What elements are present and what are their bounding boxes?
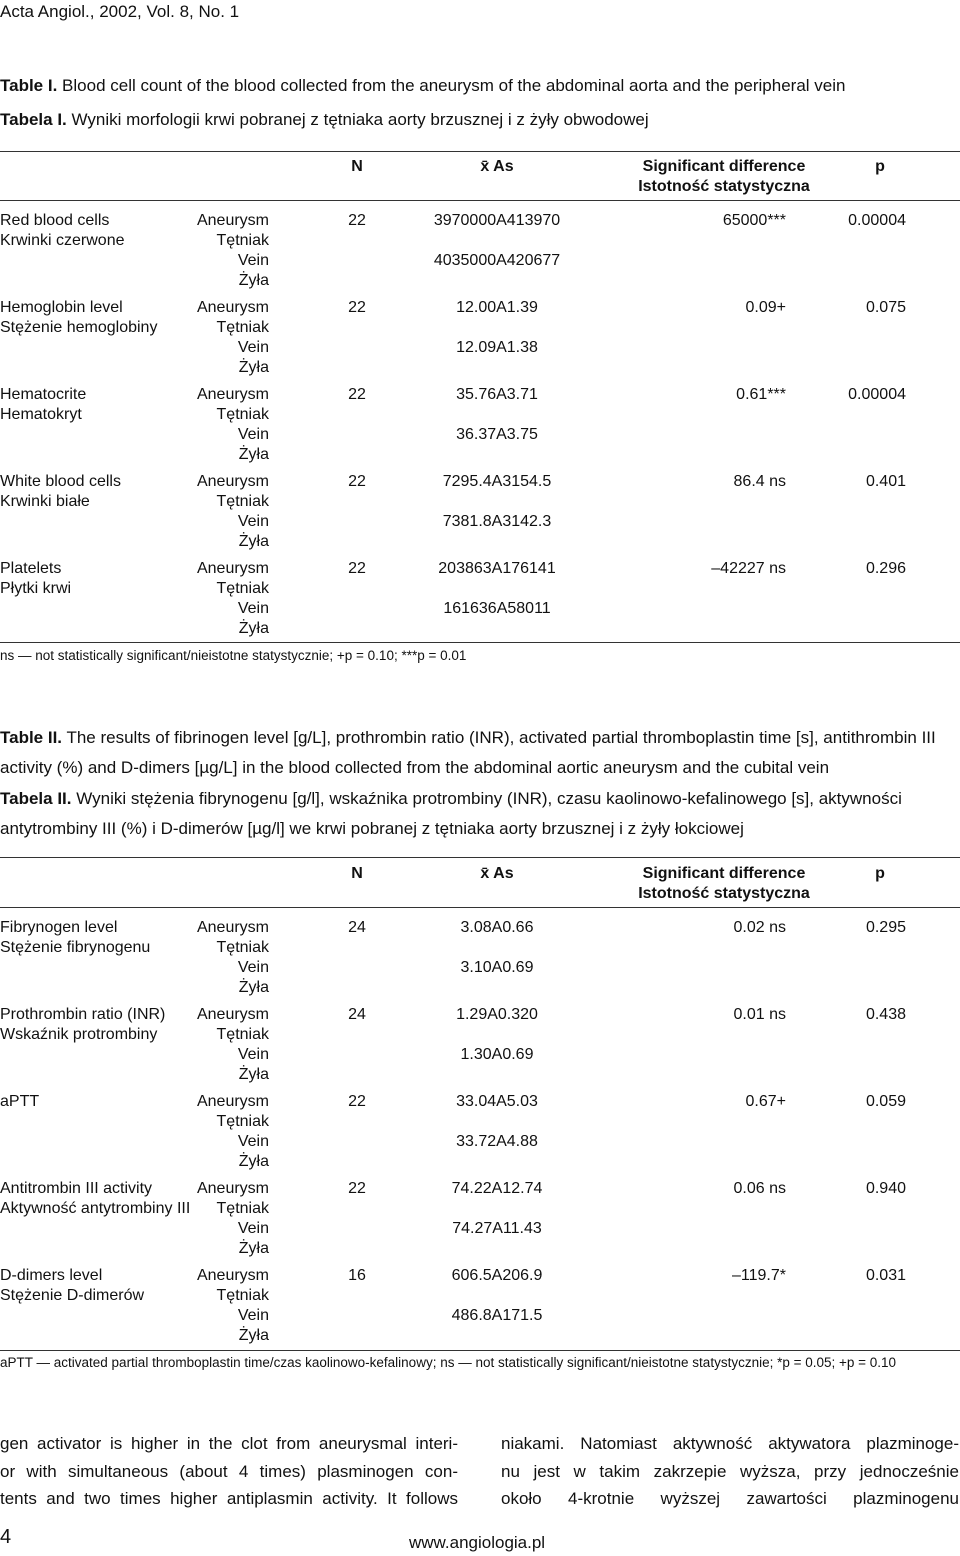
cell-aneurysm-value: 203863A176141 xyxy=(438,560,556,577)
group-label-aneurysm: Aneurysm xyxy=(196,919,269,936)
cell-p-value: 0.296 xyxy=(865,560,906,577)
row-label-en: Platelets xyxy=(0,560,62,577)
group-label-aneurysm: Aneurysm xyxy=(196,1093,269,1110)
cell-aneurysm-value: 606.5A206.9 xyxy=(451,1267,543,1284)
journal-header: Acta Angiol., 2002, Vol. 8, No. 1 xyxy=(0,2,240,21)
row-label-en: White blood cells xyxy=(0,473,121,490)
table1-footnote: ns — not statistically significant/nieistotne statystycznie; +p = 0.10; ***p = 0.01 xyxy=(0,648,467,663)
table2-label-en: Table II. xyxy=(0,728,63,747)
table2-footnote: aPTT — activated partial thromboplastin time/czas kaolinowo-kefalinowy; ns — not statistically significant/nieistotne statystycznie; *p = 0.05; +p = 0.10 xyxy=(0,1355,897,1370)
group-label-aneurysm-pl: Tętniak xyxy=(216,232,269,249)
group-label-vein: Vein xyxy=(237,1133,269,1150)
table1-header-p: p xyxy=(875,158,885,175)
group-label-vein-pl: Żyła xyxy=(238,1066,269,1083)
group-label-vein-pl: Żyła xyxy=(238,1327,269,1344)
cell-n: 22 xyxy=(348,386,366,403)
cell-n: 24 xyxy=(348,919,366,936)
table2-header-n: N xyxy=(351,865,363,882)
table2-caption-en xyxy=(0,723,950,783)
body-line: gen activator is higher in the clot from aneurysmal interi- xyxy=(0,1434,458,1453)
cell-n: 22 xyxy=(348,299,366,316)
row-label-pl: Krwinki czerwone xyxy=(0,232,125,249)
group-label-aneurysm-pl: Tętniak xyxy=(216,580,269,597)
table2-caption-pl xyxy=(0,784,950,844)
table1-header-sig-en: Significant difference xyxy=(642,158,806,175)
table2-caption-pl-text: Wyniki stężenia fibrynogenu [g/l], wskaźnika protrombiny (INR), czasu kaolinowo-kefalinowego [s], aktywności antytrombiny III (%) i D-dimerów [µg/l] we krwi pobranej z tętniaka aorty brzusznej i z żyły łokciowej xyxy=(0,789,902,838)
table1-caption-pl-text: Wyniki morfologii krwi pobranej z tętniaka aorty brzusznej i z żyły obwodowej xyxy=(71,110,649,129)
table2-caption-en-text: The results of fibrinogen level [g/L], prothrombin ratio (INR), activated partial thromboplastin time [s], antithrombin III activity (%) and D-dimers [µg/L] in the blood collected from the abdominal aortic aneurysm and the cubital vein xyxy=(0,728,936,777)
table2-top-rule xyxy=(0,857,960,858)
row-label-pl: Krwinki białe xyxy=(0,493,90,510)
table1-header-rule xyxy=(0,200,960,201)
group-label-vein: Vein xyxy=(237,1046,269,1063)
body-line: około 4-krotnie wyższej zawartości plazminogenu xyxy=(501,1489,959,1508)
cell-significance: 65000*** xyxy=(722,212,786,229)
cell-n: 16 xyxy=(348,1267,366,1284)
row-label-pl: Aktywność antytrombiny III xyxy=(0,1200,191,1217)
cell-p-value: 0.401 xyxy=(865,473,906,490)
cell-p-value: 0.031 xyxy=(865,1267,906,1284)
cell-significance: 0.01 ns xyxy=(733,1006,786,1023)
group-label-vein: Vein xyxy=(237,959,269,976)
cell-n: 22 xyxy=(348,473,366,490)
table1-header-n: N xyxy=(351,158,363,175)
group-label-aneurysm: Aneurysm xyxy=(196,299,269,316)
cell-aneurysm-value: 33.04A5.03 xyxy=(456,1093,538,1110)
body-line: tents and two times higher antiplasmin activity. It follows xyxy=(0,1489,458,1508)
body-text-right xyxy=(501,1430,959,1513)
cell-aneurysm-value: 1.29A0.320 xyxy=(456,1006,538,1023)
cell-vein-value: 161636A58011 xyxy=(443,600,551,617)
table1-caption-en-text: Blood cell count of the blood collected from the aneurysm of the abdominal aorta and the peripheral vein xyxy=(62,76,846,95)
website-link[interactable]: www.angiologia.pl xyxy=(409,1533,546,1552)
cell-significance: 86.4 ns xyxy=(733,473,786,490)
group-label-aneurysm-pl: Tętniak xyxy=(216,493,269,510)
row-label-pl: Płytki krwi xyxy=(0,580,72,597)
cell-significance: 0.61*** xyxy=(736,386,786,403)
cell-aneurysm-value: 12.00A1.39 xyxy=(456,299,538,316)
cell-p-value: 0.295 xyxy=(865,919,906,936)
table2-label-pl: Tabela II. xyxy=(0,789,72,808)
group-label-aneurysm: Aneurysm xyxy=(196,1180,269,1197)
row-label-en: aPTT xyxy=(0,1093,40,1110)
body-line: or with simultaneous (about 4 times) plasminogen con- xyxy=(0,1461,458,1481)
table1-header-mean: x̄ As xyxy=(480,158,514,175)
group-label-vein-pl: Żyła xyxy=(238,359,269,376)
group-label-vein-pl: Żyła xyxy=(238,446,269,463)
table2-header-p: p xyxy=(875,865,885,882)
row-label-pl: Wskaźnik protrombiny xyxy=(0,1026,158,1043)
body-line: niakami. Natomiast aktywność aktywatora plazminoge- xyxy=(501,1434,959,1453)
row-label-en: Antitrombin III activity xyxy=(0,1180,153,1197)
table1-bottom-rule xyxy=(0,642,960,643)
group-label-vein-pl: Żyła xyxy=(238,1240,269,1257)
table1-label-pl: Tabela I. xyxy=(0,110,67,129)
row-label-en: Red blood cells xyxy=(0,212,110,229)
group-label-vein: Vein xyxy=(237,339,269,356)
cell-n: 22 xyxy=(348,1093,366,1110)
group-label-aneurysm-pl: Tętniak xyxy=(216,1113,269,1130)
cell-aneurysm-value: 35.76A3.71 xyxy=(456,386,538,403)
row-label-pl: Stężenie hemoglobiny xyxy=(0,319,158,336)
cell-aneurysm-value: 74.22A12.74 xyxy=(451,1180,543,1197)
group-label-aneurysm: Aneurysm xyxy=(196,212,269,229)
cell-n: 22 xyxy=(348,560,366,577)
group-label-vein-pl: Żyła xyxy=(238,1153,269,1170)
group-label-aneurysm-pl: Tętniak xyxy=(216,939,269,956)
table1-caption-en xyxy=(0,76,845,96)
group-label-vein: Vein xyxy=(237,252,269,269)
cell-vein-value: 7381.8A3142.3 xyxy=(442,513,552,530)
cell-vein-value: 3.10A0.69 xyxy=(460,959,534,976)
cell-aneurysm-value: 3.08A0.66 xyxy=(460,919,534,936)
group-label-aneurysm-pl: Tętniak xyxy=(216,1026,269,1043)
cell-significance: 0.09+ xyxy=(745,299,786,316)
group-label-vein-pl: Żyła xyxy=(238,620,269,637)
group-label-vein-pl: Żyła xyxy=(238,272,269,289)
cell-vein-value: 74.27A11.43 xyxy=(452,1220,542,1237)
cell-p-value: 0.059 xyxy=(865,1093,906,1110)
table1-label-en: Table I. xyxy=(0,76,58,95)
group-label-aneurysm: Aneurysm xyxy=(196,560,269,577)
cell-vein-value: 33.72A4.88 xyxy=(456,1133,538,1150)
group-label-vein-pl: Żyła xyxy=(238,533,269,550)
table2-header-sig-en: Significant difference xyxy=(642,865,806,882)
table1-header-sig-pl: Istotność statystyczna xyxy=(638,178,810,195)
cell-p-value: 0.438 xyxy=(865,1006,906,1023)
cell-p-value: 0.00004 xyxy=(848,386,906,403)
row-label-en: D-dimers level xyxy=(0,1267,103,1284)
row-label-en: Prothrombin ratio (INR) xyxy=(0,1006,166,1023)
group-label-aneurysm-pl: Tętniak xyxy=(216,406,269,423)
row-label-en: Hemoglobin level xyxy=(0,299,123,316)
cell-aneurysm-value: 3970000A413970 xyxy=(433,212,561,229)
cell-aneurysm-value: 7295.4A3154.5 xyxy=(442,473,552,490)
row-label-en: Hematocrite xyxy=(0,386,87,403)
group-label-aneurysm-pl: Tętniak xyxy=(216,319,269,336)
body-text-left xyxy=(0,1430,458,1513)
group-label-vein: Vein xyxy=(237,1307,269,1324)
group-label-aneurysm-pl: Tętniak xyxy=(216,1287,269,1304)
table2-header-mean: x̄ As xyxy=(480,865,514,882)
group-label-aneurysm: Aneurysm xyxy=(196,473,269,490)
cell-significance: 0.06 ns xyxy=(733,1180,786,1197)
row-label-pl: Stężenie D-dimerów xyxy=(0,1287,145,1304)
cell-vein-value: 12.09A1.38 xyxy=(456,339,538,356)
group-label-aneurysm: Aneurysm xyxy=(196,1267,269,1284)
group-label-vein-pl: Żyła xyxy=(238,979,269,996)
group-label-aneurysm: Aneurysm xyxy=(196,1006,269,1023)
cell-n: 24 xyxy=(348,1006,366,1023)
row-label-en: Fibrynogen level xyxy=(0,919,118,936)
table1-caption-pl xyxy=(0,110,649,130)
group-label-vein: Vein xyxy=(237,426,269,443)
group-label-vein: Vein xyxy=(237,513,269,530)
cell-vein-value: 486.8A171.5 xyxy=(451,1307,543,1324)
cell-vein-value: 36.37A3.75 xyxy=(456,426,538,443)
cell-p-value: 0.075 xyxy=(865,299,906,316)
cell-significance: 0.67+ xyxy=(745,1093,786,1110)
row-label-pl: Hematokryt xyxy=(0,406,82,423)
page-number: 4 xyxy=(0,1526,12,1548)
table2-header-sig-pl: Istotność statystyczna xyxy=(638,885,810,902)
table1-top-rule xyxy=(0,151,960,152)
group-label-vein: Vein xyxy=(237,1220,269,1237)
cell-significance: –42227 ns xyxy=(711,560,786,577)
cell-significance: –119.7* xyxy=(732,1267,786,1284)
cell-p-value: 0.00004 xyxy=(848,212,906,229)
group-label-aneurysm-pl: Tętniak xyxy=(216,1200,269,1217)
cell-significance: 0.02 ns xyxy=(733,919,786,936)
body-line: nu jest w takim zakrzepie wyższa, przy jednocześnie xyxy=(501,1461,959,1481)
cell-vein-value: 1.30A0.69 xyxy=(460,1046,534,1063)
cell-n: 22 xyxy=(348,212,366,229)
table2-bottom-rule xyxy=(0,1350,960,1351)
row-label-pl: Stężenie fibrynogenu xyxy=(0,939,151,956)
table2-header-rule xyxy=(0,907,960,908)
group-label-aneurysm: Aneurysm xyxy=(196,386,269,403)
cell-vein-value: 4035000A420677 xyxy=(433,252,561,269)
cell-p-value: 0.940 xyxy=(865,1180,906,1197)
cell-n: 22 xyxy=(348,1180,366,1197)
group-label-vein: Vein xyxy=(237,600,269,617)
